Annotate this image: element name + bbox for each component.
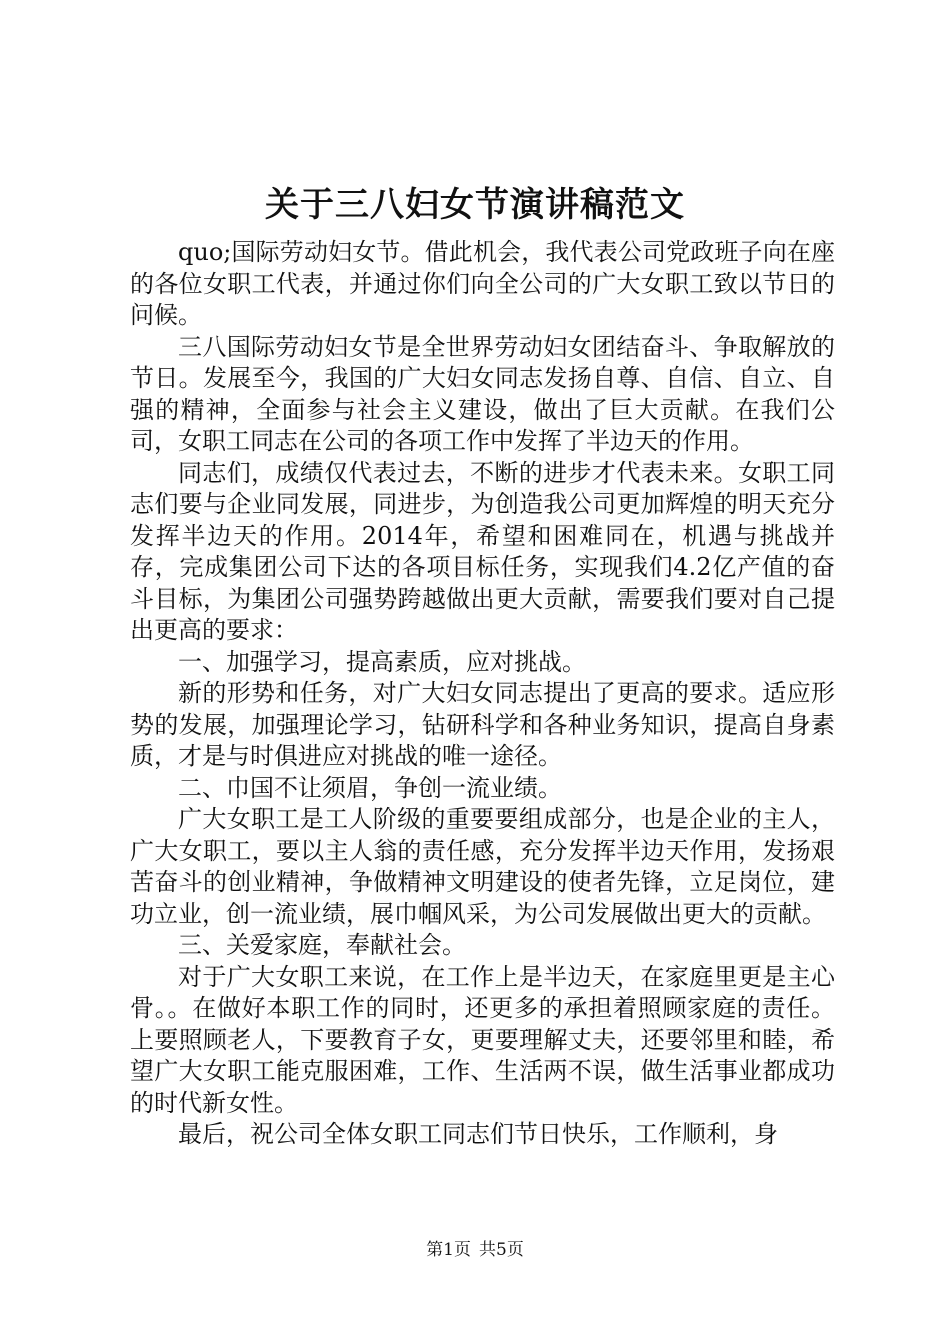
paragraph-4: 新的形势和任务，对广大妇女同志提出了更高的要求。适应形势的发展，加强理论学习，钻研科学和各种业务知识，提高自身素质，才是与时俱进应对挑战的唯一途径。 [130,679,835,770]
paragraph-7: 最后，祝公司全体女职工同志们节日快乐，工作顺利，身 [178,1120,778,1148]
paragraph-3: 同志们，成绩仅代表过去，不断的进步才代表未来。女职工同志们要与企业同发展，同进步，为创造我公司更加辉煌的明天充分发挥半边天的作用。2014年，希望和困难同在，机遇与挑战并存，完成集团公司下达的各项目标任务，实现我们4.2亿产值的奋斗目标，为集团公司强势跨越做出更大贡献，需要我们要对自己提出更高的要求： [130,458,835,644]
paragraph-2: 三八国际劳动妇女节是全世界劳动妇女团结奋斗、争取解放的节日。发展至今，我国的广大妇女同志发扬自尊、自信、自立、自强的精神，全面参与社会主义建设，做出了巨大贡献。在我们公司，女职工同志在公司的各项工作中发挥了半边天的作用。 [130,332,835,455]
section-heading-1: 一、加强学习，提高素质，应对挑战。 [178,647,586,676]
paragraph-6: 对于广大女职工来说，在工作上是半边天，在家庭里更是主心骨。。在做好本职工作的同时，还更多的承担着照顾家庭的责任。上要照顾老人，下要教育子女，更要理解丈夫，还要邻里和睦，希望广大女职工能克服困难，工作、生活两不误，做生活事业都成功的时代新女性。 [130,962,835,1117]
section-heading-2: 二、巾国不让须眉，争创一流业绩。 [178,773,562,802]
page-footer [0,1238,950,1262]
paragraph-5: 广大女职工是工人阶级的重要要组成部分，也是企业的主人，广大女职工，要以主人翁的责任感，充分发挥半边天作用，发扬艰苦奋斗的创业精神，争做精神文明建设的使者先锋，立足岗位，建功立业，创一流业绩，展巾帼风采，为公司发展做出更大的贡献。 [130,805,835,928]
document-title: 关于三八妇女节演讲稿范文 [265,185,685,225]
page-number: 第1页 [426,1240,471,1260]
paragraph-1: quo;国际劳动妇女节。借此机会，我代表公司党政班子向在座的各位女职工代表，并通过你们向全公司的广大女职工致以节日的问候。 [130,238,835,329]
section-heading-3: 三、关爱家庭，奉献社会。 [178,931,466,959]
page-total: 共5页 [479,1240,524,1260]
document-body [130,237,835,1151]
